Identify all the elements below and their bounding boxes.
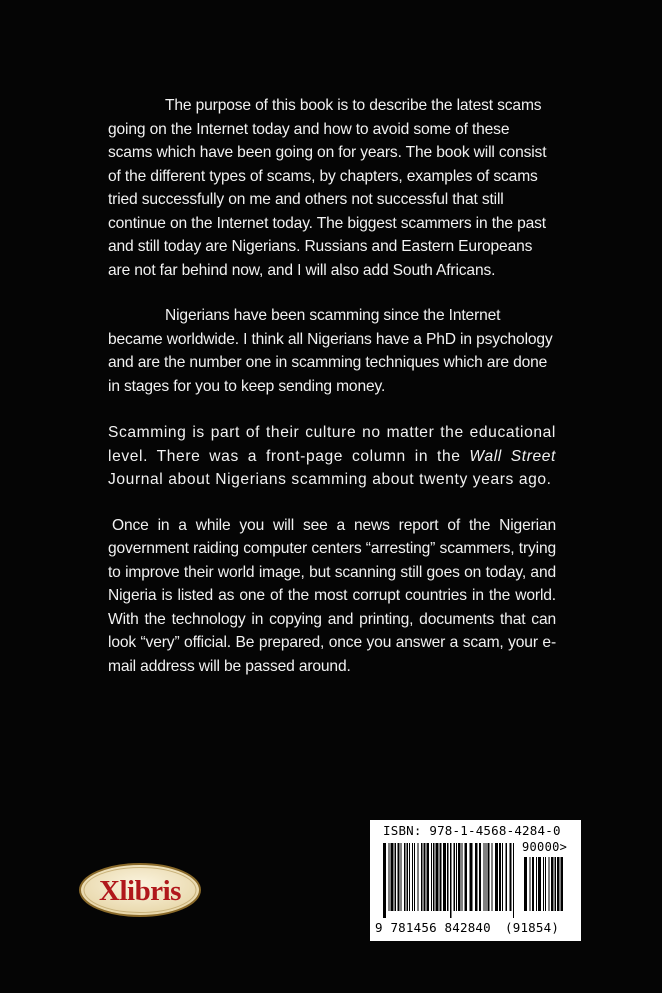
blurb-paragraph-2: Nigerians have been scamming since the Internet became worldwide. I think all Nigerians have a PhD in psychology and are the number one in scamming techniques which are done in stages for you to keep sending money.: [108, 307, 553, 395]
back-cover-blurb: [108, 94, 556, 700]
barcode-bar: [421, 843, 423, 911]
barcode-bar: [427, 843, 430, 911]
publisher-logo-text: Xlibris: [99, 874, 181, 907]
barcode-bar: [561, 857, 564, 911]
barcode-bar: [436, 843, 439, 911]
barcode-bar: [510, 843, 512, 911]
barcode-bar: [462, 843, 463, 911]
isbn-label: ISBN: 978-1-4568-4284-0: [383, 823, 561, 838]
barcode-bar: [506, 843, 508, 911]
barcode-bar: [398, 843, 400, 911]
barcode-bar: [492, 843, 493, 911]
barcode-bar: [536, 857, 537, 911]
barcode-bar: [443, 843, 446, 911]
barcode-bar: [530, 857, 531, 911]
publisher-logo: [78, 862, 202, 918]
barcode-bar: [551, 857, 554, 911]
barcode-bar: [450, 843, 452, 918]
barcode-bar: [499, 843, 501, 911]
barcode-bar: [484, 843, 485, 911]
barcode-bar: [557, 857, 560, 911]
barcode-bar: [465, 843, 468, 911]
barcode-bar: [391, 843, 394, 911]
barcode-bar: [458, 843, 461, 911]
barcode-bar: [414, 843, 415, 911]
barcode-bar: [502, 843, 503, 911]
ean-barcode-bars: [382, 843, 517, 918]
blurb-paragraph-3-end: Journal about Nigerians scamming about twenty years ago.: [108, 471, 552, 488]
barcode-bar: [532, 857, 534, 911]
barcode-bar: [424, 843, 426, 911]
barcode-bar: [479, 843, 481, 911]
barcode-bar: [401, 843, 402, 911]
barcode-bar: [404, 843, 406, 911]
price-code: 90000>: [522, 840, 568, 854]
barcode-bar: [486, 843, 487, 911]
barcode-bar: [447, 843, 449, 911]
barcode-bar: [538, 857, 541, 911]
price-barcode-bars: [523, 857, 567, 918]
barcode-bar: [440, 843, 442, 911]
barcode-bar: [456, 843, 457, 911]
barcode-bar: [454, 843, 456, 911]
barcode-bar: [475, 843, 478, 911]
barcode-bar: [545, 857, 546, 911]
barcode-bar: [549, 857, 550, 911]
barcode-bar: [488, 843, 490, 911]
blurb-paragraph-3-italic: Wall Street: [469, 447, 556, 465]
barcode-bar: [418, 843, 419, 911]
barcode-bar: [495, 843, 498, 911]
barcode-bar: [433, 843, 435, 911]
ean-number: 9 781456 842840: [375, 920, 491, 935]
blurb-paragraph-3-start: Scamming is part of their culture no matter the educational level. There was a front-page column in the: [108, 424, 556, 465]
barcode-bar: [524, 857, 527, 911]
blurb-paragraph-3: [108, 421, 556, 492]
barcode-bar: [407, 843, 409, 911]
barcode-bar: [431, 843, 432, 911]
blurb-paragraph-1: The purpose of this book is to describe the latest scams going on the Internet today and how to avoid some of these scams which have been going on for years. The book will consist of the different types of scams, by chapters, examples of scams tried successfully on me and others not successful that still continue on the Internet today. The biggest scammers in the past and still today are Nigerians. Russians and Eastern Europeans are not far behind now, and I will also add South Africans.: [108, 97, 547, 279]
blurb-paragraph-4: Once in a while you will see a news report of the Nigerian government raiding computer centers “arresting” scammers, trying to improve their world image, but scanning still goes on today, and Nigeria is listed as one of the most corrupt countries in the world. With the technology in copying and printing, documents that can look “very” official. Be prepared, once you answer a scam, your e-mail address will be passed around.: [108, 516, 556, 675]
barcode-bar: [383, 843, 386, 918]
barcode-bar: [409, 843, 410, 911]
barcode-bar: [543, 857, 544, 911]
barcode-bar: [389, 843, 390, 911]
barcode-bar: [470, 843, 473, 911]
barcode-bar: [412, 843, 413, 911]
barcode-bar: [513, 843, 514, 918]
isbn-barcode: [370, 820, 581, 941]
price-ref-number: (91854): [505, 920, 560, 935]
barcode-bar: [395, 843, 397, 911]
barcode-bar: [555, 857, 557, 911]
